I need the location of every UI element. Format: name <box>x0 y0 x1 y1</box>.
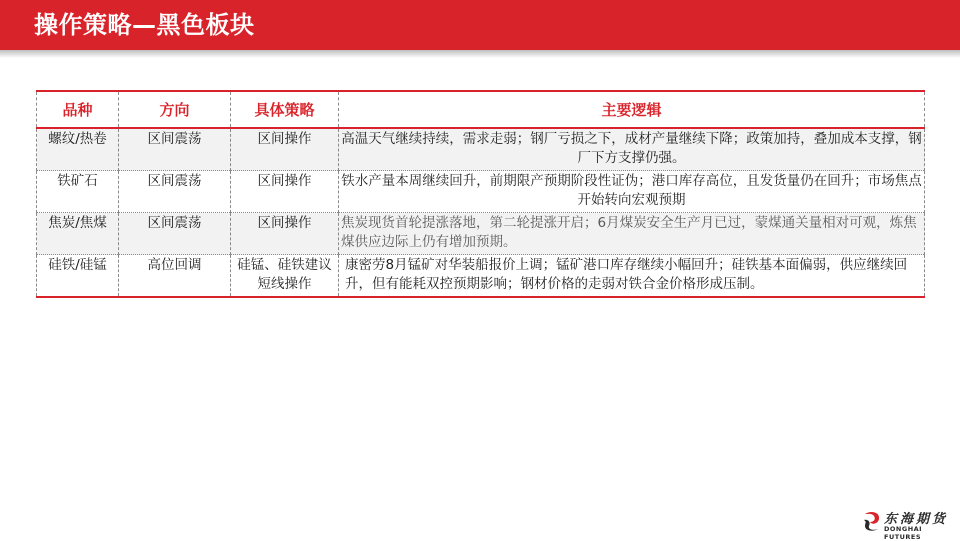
table-header-row <box>37 91 925 128</box>
company-logo <box>862 508 954 541</box>
header-logic: 主要逻辑 <box>339 91 925 128</box>
product-cell: 铁矿石 <box>37 171 119 213</box>
strategy-cell: 区间操作 <box>231 171 339 213</box>
product-cell: 螺纹/热卷 <box>37 128 119 171</box>
table-row <box>37 255 925 298</box>
direction-cell: 区间震荡 <box>119 128 231 171</box>
table-row <box>37 213 925 255</box>
header-direction: 方向 <box>119 91 231 128</box>
table-row <box>37 128 925 171</box>
direction-cell: 区间震荡 <box>119 171 231 213</box>
logic-cell: 高温天气继续持续，需求走弱；钢厂亏损之下，成材产量继续下降；政策加持，叠加成本支撑，钢厂下方支撑仍强。 <box>339 128 925 171</box>
direction-cell: 高位回调 <box>119 255 231 298</box>
title-bar <box>0 0 960 50</box>
strategy-cell: 区间操作 <box>231 213 339 255</box>
logo-mark-icon <box>862 510 882 532</box>
header-product: 品种 <box>37 91 119 128</box>
title-bar-shadow <box>0 50 960 58</box>
strategy-table <box>36 90 925 298</box>
logic-cell: 铁水产量本周继续回升，前期限产预期阶段性证伪；港口库存高位，且发货量仍在回升；市场焦点开始转向宏观预期 <box>339 171 925 213</box>
page-title: 操作策略—黑色板块 <box>34 11 255 39</box>
table-row <box>37 171 925 213</box>
header-strategy: 具体策略 <box>231 91 339 128</box>
logic-cell: 焦炭现货首轮提涨落地，第二轮提涨开启；6月煤炭安全生产月已过，蒙煤通关量相对可观，炼焦煤供应边际上仍有增加预期。 <box>339 213 925 255</box>
product-cell: 焦炭/焦煤 <box>37 213 119 255</box>
product-cell: 硅铁/硅锰 <box>37 255 119 298</box>
logo-text-en: DONGHAI FUTURES <box>884 525 923 541</box>
logo-text-cn: 东海期货 <box>884 512 949 527</box>
strategy-cell: 硅锰、硅铁建议短线操作 <box>231 255 339 298</box>
strategy-cell: 区间操作 <box>231 128 339 171</box>
logic-cell: 康密劳8月锰矿对华装船报价上调；锰矿港口库存继续小幅回升；硅铁基本面偏弱，供应继续回升，但有能耗双控预期影响；钢材价格的走弱对铁合金价格形成压制。 <box>339 255 925 298</box>
direction-cell: 区间震荡 <box>119 213 231 255</box>
